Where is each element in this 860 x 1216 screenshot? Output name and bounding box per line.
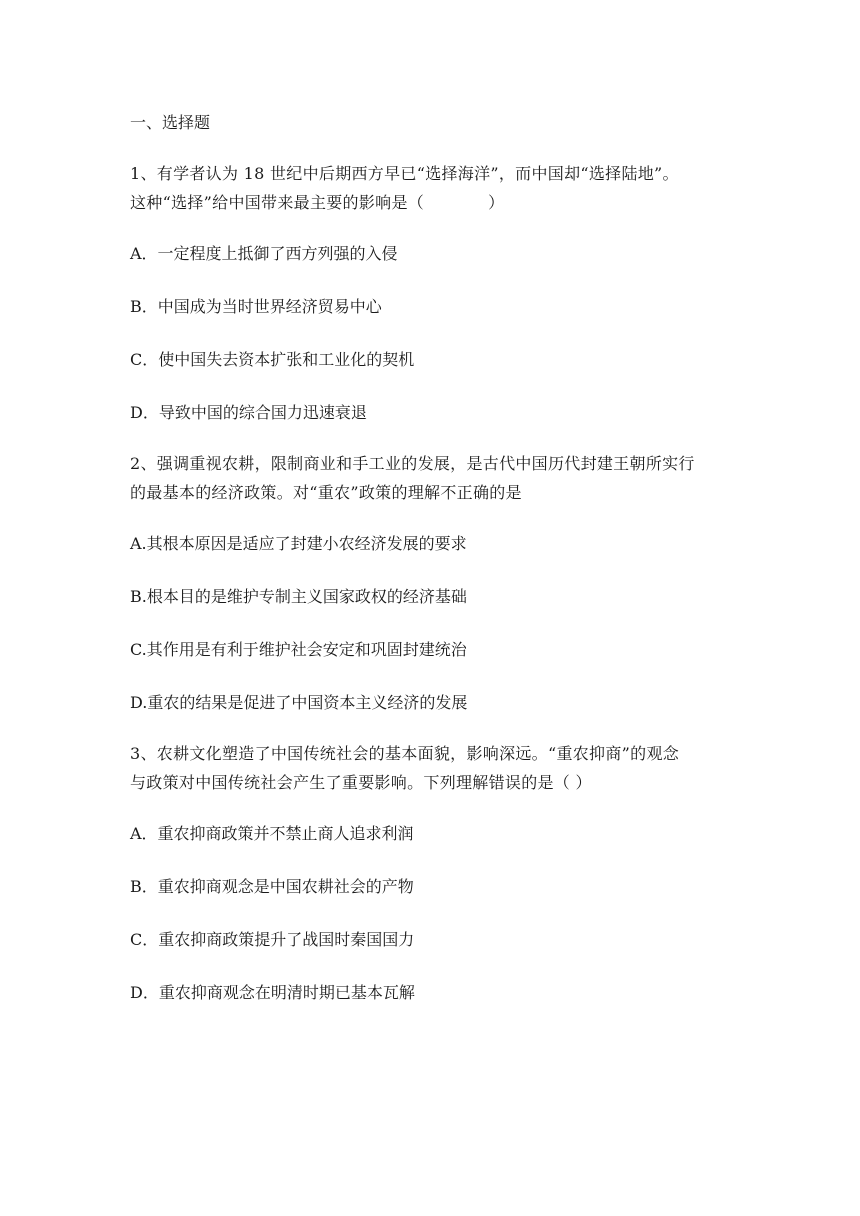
option-d: D.重农的结果是促进了中国资本主义经济的发展 — [130, 693, 468, 712]
option-c: C．使中国失去资本扩张和工业化的契机 — [130, 350, 415, 369]
question-stem-line — [130, 193, 760, 213]
option-b: B.根本目的是维护专制主义国家政权的经济基础 — [130, 587, 467, 606]
option-d: D．导致中国的综合国力迅速衰退 — [130, 403, 367, 422]
question-3 — [130, 744, 760, 1003]
option-a: A．重农抑商政策并不禁止商人追求利润 — [130, 824, 414, 843]
question-stem-line: 1、有学者认为 18 世纪中后期西方早已“选择海洋”，而中国却“选择陆地”。 — [130, 164, 679, 183]
question-stem-line: 与政策对中国传统社会产生了重要影响。下列理解错误的是（ ） — [130, 773, 592, 792]
question-stem-line: 2、强调重视农耕，限制商业和手工业的发展，是古代中国历代封建王朝所实行 — [130, 454, 695, 473]
option-a: A.其根本原因是适应了封建小农经济发展的要求 — [130, 534, 467, 553]
question-stem-line: 的最基本的经济政策。对“重农”政策的理解不正确的是 — [130, 483, 522, 502]
question-stem-text: 这种“选择”给中国带来最主要的影响是（ — [130, 193, 425, 212]
question-2 — [130, 454, 760, 713]
option-d: D．重农抑商观念在明清时期已基本瓦解 — [130, 983, 415, 1002]
question-stem-line: 3、农耕文化塑造了中国传统社会的基本面貌，影响深远。“重农抑商”的观念 — [130, 744, 680, 763]
option-c: C．重农抑商政策提升了战国时秦国国力 — [130, 930, 415, 949]
option-b: B．重农抑商观念是中国农耕社会的产物 — [130, 877, 414, 896]
question-1 — [130, 164, 760, 423]
section-title: 一、选择题 — [130, 113, 211, 132]
option-a: A．一定程度上抵御了西方列强的入侵 — [130, 244, 398, 263]
option-c: C.其作用是有利于维护社会安定和巩固封建统治 — [130, 640, 467, 659]
closing-paren: ） — [488, 193, 505, 212]
option-b: B．中国成为当时世界经济贸易中心 — [130, 297, 382, 316]
